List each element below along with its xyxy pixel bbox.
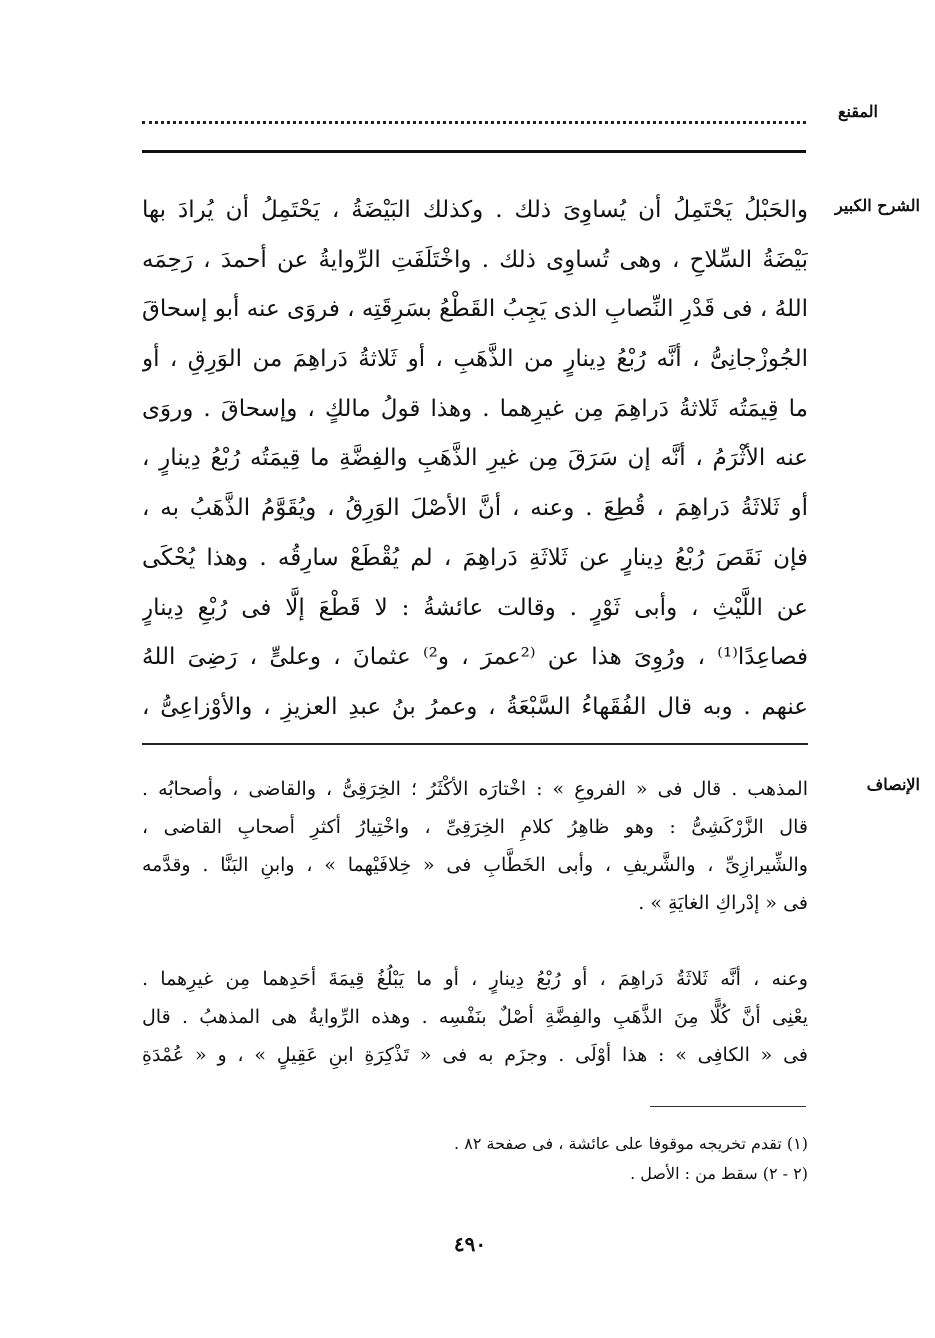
sharh-text-block xyxy=(142,186,808,733)
insaf-paragraph-1 xyxy=(142,770,808,922)
margin-label-insaf: الإنصاف xyxy=(866,775,920,794)
section-divider xyxy=(142,743,808,745)
sharh-line: فصاعِدًا⁽¹⁾ ، ورُوِىَ هذا عن ⁽²عمرَ ، و²⁾ عثمانَ ، وعلىٍّ ، رَضِىَ اللهُ xyxy=(142,644,808,671)
sharh-line: الجُوزْجانِىُّ ، أنَّه رُبْعُ دِينارٍ من الذَّهَبِ ، أو ثَلاثةُ دَراهِمَ من الوَرِقِ ، أو xyxy=(142,346,808,373)
insaf-line: فى « الكافِى » : هذا أوْلَى . وجزَم به فى « تَذْكِرَةِ ابنِ عَقِيلٍ » ، و « عُمْدَةِ xyxy=(142,1044,808,1066)
margin-label-sharh: الشرح الكبير xyxy=(835,196,920,215)
footnote-1: (١) تقدم تخريجه موقوفا على عائشة ، فى صفحة ٨٢ . xyxy=(454,1134,808,1153)
insaf-line: المذهب . قال فى « الفروعِ » : اخْتارَه الأكْثَرُ ؛ الخِرَقِىُّ ، والقاضى ، وأصحابُه . xyxy=(142,778,808,800)
sharh-line: عن اللَّيْثِ ، وأبى ثَوْرٍ . وقالت عائشةُ : لا قَطْعَ إلَّا فى رُبْعِ دِينارٍ xyxy=(142,594,808,621)
header-dotted-leader xyxy=(142,104,806,124)
sharh-line: اللهُ ، فى قَدْرِ النِّصابِ الذى يَجِبُ القَطْعُ بسَرِقَتِه ، فروَى عنه أبو إسحاقَ xyxy=(142,296,808,323)
sharh-line: عنهم . وبه قال الفُقَهاءُ السَّبْعَةُ ، وعمرُ بنُ عبدِ العزيزِ ، والأوْزاعِىُّ ، xyxy=(142,693,808,720)
insaf-line: يعْنِى أنَّ كُلًّا مِنَ الذَّهَبِ والفِضَّةِ أصْلٌ بنَفْسِه . وهذه الرِّوايةُ هى المذهبُ . قال xyxy=(142,1006,808,1028)
footnote-2: (٢ - ٢) سقط من : الأصل . xyxy=(630,1164,808,1183)
header-rule xyxy=(142,150,806,153)
footnote-rule xyxy=(650,1106,806,1107)
insaf-line: وعنه ، أنَّه ثَلاثَةُ دَراهِمَ ، أو رُبْعُ دِينارٍ ، أو ما يَبْلُغُ قِيمَةَ أحَدِهما مِن غيرِهما . xyxy=(142,968,808,990)
insaf-line: قال الزَّرْكَشِىُّ : وهو ظاهِرُ كلامِ الخِرَقِىِّ ، واخْتِيارُ أكثرِ أصحابِ القاضى ، xyxy=(142,816,808,838)
insaf-line: فى « إدْراكِ الغايَةِ » . xyxy=(638,892,808,914)
insaf-line: والشِّيرازِىِّ ، والشَّريفِ ، وأبى الخَطَّابِ فى « خِلافَيْهما » ، وابنِ البَنَّا . وقدَّمه xyxy=(142,854,808,876)
page-number: ٤٩٠ xyxy=(453,1232,487,1256)
sharh-line: أو ثَلاثَةُ دَراهِمَ ، قُطِعَ . وعنه ، أنَّ الأصْلَ الوَرِقُ ، ويُقَوَّمُ الذَّهَبُ به ، xyxy=(142,495,808,522)
sharh-line: ما قِيمَتُه ثَلاثةُ دَراهِمَ مِن غيرِهما . وهذا قولُ مالكٍ ، وإسحاقَ . وروَى xyxy=(142,395,808,422)
running-header-title: المقنع xyxy=(837,102,878,121)
sharh-line: والحَبْلُ يَحْتَمِلُ أن يُساوِىَ ذلك . وكذلك البَيْضَةُ ، يَحْتَمِلُ أن يُرادَ بها xyxy=(142,197,808,223)
sharh-line: فإن نَقَصَ رُبْعُ دِينارٍ عن ثَلاثَةِ دَراهِمَ ، لم يُقْطَعْ سارِقُه . وهذا يُحْكَى xyxy=(142,544,808,571)
sharh-line: عنه الأثْرَمُ ، أنَّه إن سَرَقَ مِن غيرِ الذَّهَبِ والفِضَّةِ ما قِيمَتُه رُبْعُ دِينارٍ ، xyxy=(142,445,808,472)
insaf-paragraph-2 xyxy=(142,960,808,1074)
sharh-line: بَيْضَةُ السِّلاحِ ، وهى تُساوِى ذلك . واخْتَلَفَتِ الرِّوايةُ عن أحمدَ ، رَحِمَه xyxy=(142,246,808,273)
